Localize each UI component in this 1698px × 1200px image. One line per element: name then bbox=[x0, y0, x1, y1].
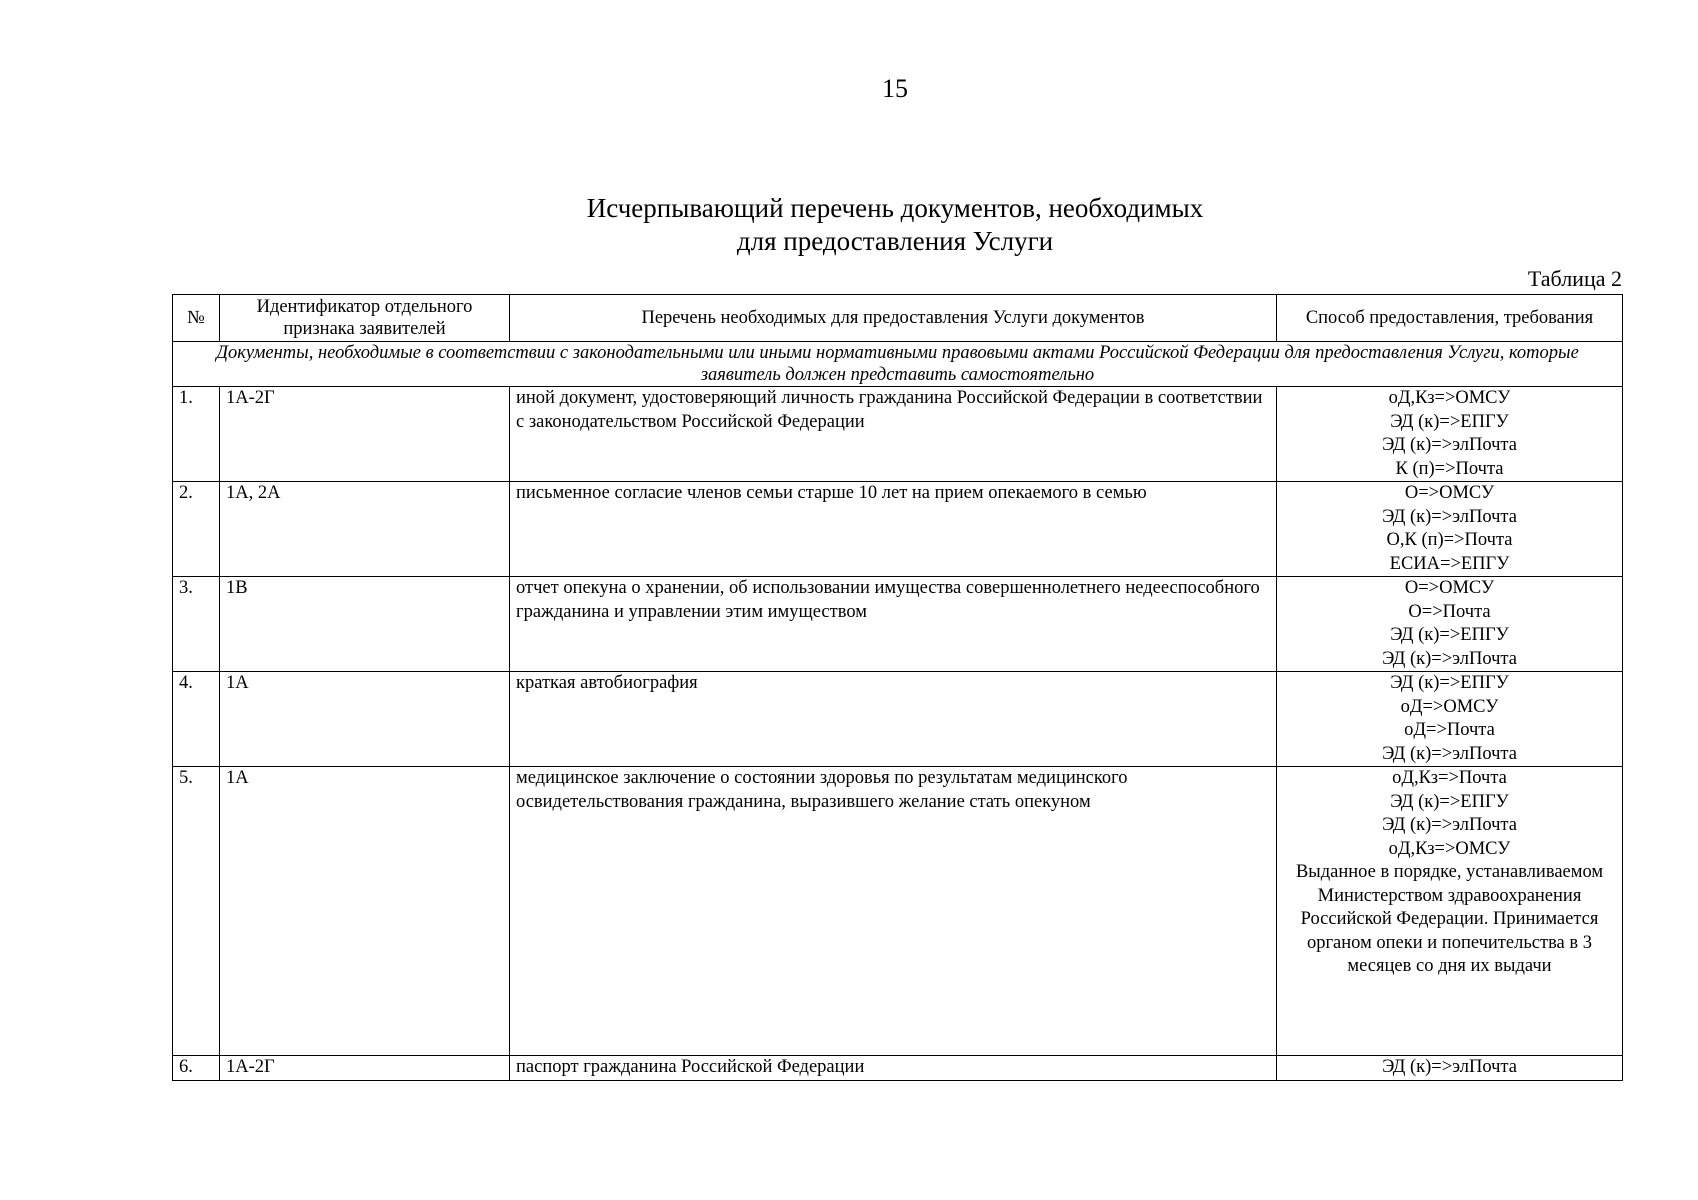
table-row bbox=[173, 387, 1623, 482]
row-number: 5. bbox=[173, 767, 220, 1056]
method-line: ЭД (к)=>элПочта bbox=[1382, 815, 1517, 835]
method-line: оД,Кз=>ОМСУ bbox=[1388, 838, 1511, 859]
method-line: ЭД (к)=>ЕПГУ bbox=[1390, 791, 1509, 812]
method-line: оД=>ОМСУ bbox=[1400, 696, 1499, 717]
method-line: оД,Кз=>Почта bbox=[1392, 768, 1507, 788]
row-number: 3. bbox=[173, 577, 220, 672]
row-identifier: 1А bbox=[220, 767, 510, 1056]
header-method: Способ предоставления, требования bbox=[1277, 295, 1623, 342]
method-line: О,К (п)=>Почта bbox=[1386, 530, 1513, 550]
section-heading: Документы, необходимые в соответствии с законодательными или иными нормативными правовыми актами Российской Федерации для предоставления Услуги, которые заявитель должен представить самостоятельно bbox=[173, 342, 1623, 387]
header-number: № bbox=[173, 295, 220, 342]
method-line: ЭД (к)=>элПочта bbox=[1382, 506, 1517, 527]
row-number: 2. bbox=[173, 482, 220, 577]
method-line: ЭД (к)=>элПочта bbox=[1382, 435, 1517, 455]
header-document-list: Перечень необходимых для предоставления Услуги документов bbox=[510, 295, 1277, 342]
row-document: краткая автобиография bbox=[510, 672, 1277, 767]
row-methods bbox=[1277, 387, 1623, 482]
title-line-2: для предоставления Услуги bbox=[736, 226, 1054, 256]
method-line: К (п)=>Почта bbox=[1395, 458, 1504, 479]
header-identifier: Идентификатор отдельного признака заявителей bbox=[220, 295, 510, 342]
row-methods bbox=[1277, 1056, 1623, 1081]
row-identifier: 1А-2Г bbox=[220, 1056, 510, 1081]
row-identifier: 1А bbox=[220, 672, 510, 767]
method-line: О=>ОМСУ bbox=[1404, 483, 1495, 503]
method-line: О=>Почта bbox=[1408, 601, 1491, 622]
row-document: отчет опекуна о хранении, об использовании имущества совершеннолетнего недееспособного гражданина и управлении этим имуществом bbox=[510, 577, 1277, 672]
row-document: иной документ, удостоверяющий личность гражданина Российской Федерации в соответствии с законодательством Российской Федерации bbox=[510, 387, 1277, 482]
row-number: 4. bbox=[173, 672, 220, 767]
row-identifier: 1В bbox=[220, 577, 510, 672]
method-line: оД,Кз=>ОМСУ bbox=[1388, 388, 1511, 408]
row-identifier: 1А-2Г bbox=[220, 387, 510, 482]
method-line: ЭД (к)=>элПочта bbox=[1382, 648, 1517, 669]
row-document: медицинское заключение о состоянии здоровья по результатам медицинского освидетельствования гражданина, выразившего желание стать опекуном bbox=[510, 767, 1277, 1056]
document-title bbox=[0, 192, 1698, 258]
method-line: оД=>Почта bbox=[1404, 720, 1495, 740]
table-header-row bbox=[173, 295, 1623, 342]
method-line: ЭД (к)=>элПочта bbox=[1382, 1057, 1517, 1077]
table-row bbox=[173, 577, 1623, 672]
row-document: письменное согласие членов семьи старше 10 лет на прием опекаемого в семью bbox=[510, 482, 1277, 577]
method-line: О=>ОМСУ bbox=[1404, 578, 1495, 598]
method-note: Выданное в порядке, устанавливаемом Министерством здравоохранения Российской Федерации. Принимается органом опеки и попечительства в 3 месяцев со дня их выдачи bbox=[1295, 862, 1604, 976]
row-number: 1. bbox=[173, 387, 220, 482]
table-row bbox=[173, 672, 1623, 767]
section-row bbox=[173, 342, 1623, 387]
documents-table bbox=[172, 294, 1623, 1081]
row-document: паспорт гражданина Российской Федерации bbox=[510, 1056, 1277, 1081]
table-row bbox=[173, 482, 1623, 577]
row-number: 6. bbox=[173, 1056, 220, 1081]
table-label: Таблица 2 bbox=[1527, 266, 1622, 291]
method-line: ЭД (к)=>ЕПГУ bbox=[1390, 411, 1509, 432]
row-methods bbox=[1277, 672, 1623, 767]
row-identifier: 1А, 2А bbox=[220, 482, 510, 577]
page-number: 15 bbox=[882, 74, 908, 103]
method-line: ЕСИА=>ЕПГУ bbox=[1389, 553, 1510, 574]
row-methods bbox=[1277, 482, 1623, 577]
method-line: ЭД (к)=>ЕПГУ bbox=[1390, 625, 1509, 645]
method-line: ЭД (к)=>ЕПГУ bbox=[1390, 673, 1509, 693]
table-row bbox=[173, 1056, 1623, 1081]
title-line-1: Исчерпывающий перечень документов, необходимых bbox=[586, 193, 1204, 223]
method-line: ЭД (к)=>элПочта bbox=[1382, 743, 1517, 764]
table-row bbox=[173, 767, 1623, 1056]
row-methods bbox=[1277, 577, 1623, 672]
row-methods bbox=[1277, 767, 1623, 1056]
